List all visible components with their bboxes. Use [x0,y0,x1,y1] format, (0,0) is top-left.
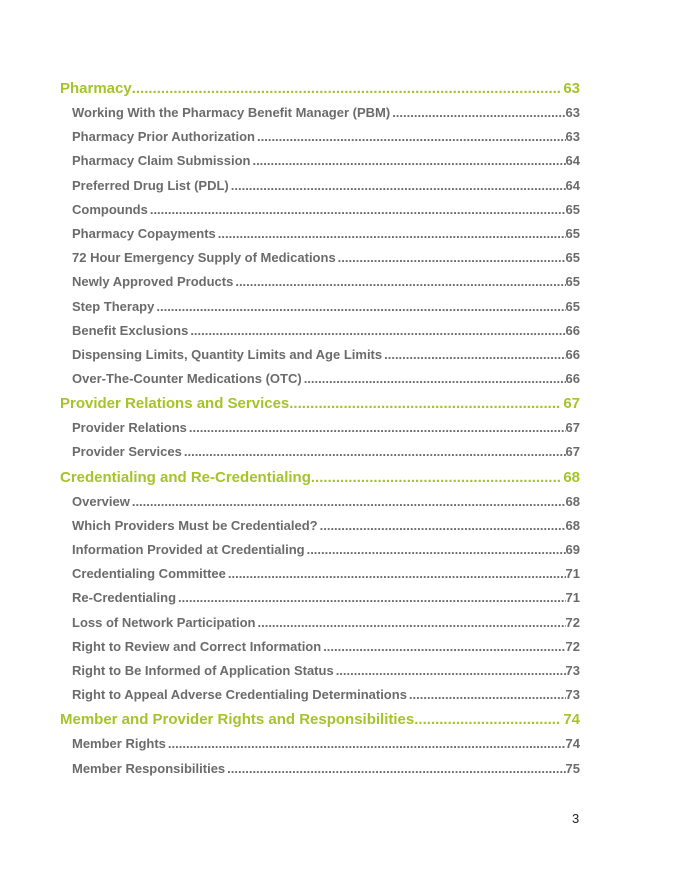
toc-entry-title: Re-Credentialing [72,590,177,606]
toc-subsection-entry[interactable] [60,440,580,464]
toc-entry-title: Compounds [72,201,148,217]
toc-subsection-entry[interactable] [60,125,580,149]
toc-dot-leader [227,757,565,781]
toc-dot-leader [392,101,565,125]
toc-dot-leader [178,586,566,610]
toc-entry-page: 65 [565,225,580,241]
toc-entry-page: 68 [563,468,580,486]
toc-section-entry[interactable] [60,708,580,732]
toc-dot-leader [218,222,566,246]
toc-subsection-entry[interactable] [60,343,580,367]
toc-entry-page: 73 [565,662,580,678]
toc-dot-leader [184,440,566,464]
toc-entry-title: Member Rights [72,736,166,752]
toc-dot-leader [252,149,565,173]
toc-subsection-entry[interactable] [60,174,580,198]
toc-dot-leader [231,174,566,198]
toc-entry-page: 64 [565,177,580,193]
toc-subsection-entry[interactable] [60,757,580,781]
toc-entry-title: Pharmacy Copayments [72,225,216,241]
toc-entry-page: 63 [565,129,580,145]
toc-entry-title: 72 Hour Emergency Supply of Medications [72,250,336,266]
toc-entry-page: 69 [565,542,580,557]
toc-entry-page: 66 [565,346,580,362]
toc-entry-page: 67 [565,420,580,436]
toc-subsection-entry[interactable] [60,319,580,343]
toc-subsection-entry[interactable] [60,295,580,319]
toc-subsection-entry[interactable] [60,101,580,125]
toc-entry-page: 67 [563,395,580,413]
toc-subsection-entry[interactable] [60,562,580,586]
toc-entry-title: Loss of Network Participation [72,614,256,630]
toc-section-entry[interactable] [60,392,580,416]
toc-subsection-entry[interactable] [60,586,580,610]
toc-subsection-entry[interactable] [60,222,580,246]
toc-entry-title: Right to Appeal Adverse Credentialing Determinations [72,687,407,703]
toc-dot-leader [190,319,565,343]
toc-subsection-entry[interactable] [60,659,580,683]
toc-entry-page: 63 [563,80,580,97]
toc-entry-title: Credentialing and Re-Credentialing [60,468,311,486]
toc-entry-title: Newly Approved Products [72,274,234,290]
toc-entry-page: 65 [565,250,580,266]
toc-entry-title: Overview [72,493,130,509]
toc-section-entry[interactable] [60,466,580,490]
table-of-contents [60,76,580,781]
toc-dot-leader [409,683,566,707]
toc-subsection-entry[interactable] [60,149,580,173]
toc-subsection-entry[interactable] [60,538,580,562]
toc-entry-title: Benefit Exclusions [72,322,189,338]
toc-dot-leader [311,466,560,490]
toc-subsection-entry[interactable] [60,367,580,391]
toc-dot-leader [414,708,560,732]
toc-dot-leader [257,611,565,635]
toc-entry-page: 73 [565,687,580,703]
toc-entry-title: Credentialing Committee [72,566,226,582]
toc-entry-page: 71 [565,566,580,582]
toc-entry-title: Step Therapy [72,298,155,314]
toc-dot-leader [384,343,565,367]
toc-dot-leader [168,732,566,756]
toc-entry-page: 64 [565,153,580,169]
toc-dot-leader [289,392,560,416]
toc-dot-leader [336,659,566,683]
toc-entry-title: Right to Review and Correct Information [72,638,322,654]
toc-subsection-entry[interactable] [60,611,580,635]
toc-entry-title: Member and Provider Rights and Responsibilities [60,711,415,729]
toc-entry-title: Pharmacy Prior Authorization [72,129,255,145]
toc-entry-page: 66 [565,322,580,338]
toc-subsection-entry[interactable] [60,198,580,222]
toc-entry-page: 68 [565,493,580,509]
toc-subsection-entry[interactable] [60,490,580,514]
toc-entry-page: 67 [565,444,580,460]
toc-entry-title: Preferred Drug List (PDL) [72,177,229,193]
toc-entry-page: 63 [565,105,580,120]
toc-dot-leader [156,295,565,319]
toc-subsection-entry[interactable] [60,270,580,294]
toc-subsection-entry[interactable] [60,732,580,756]
toc-dot-leader [228,562,566,586]
toc-entry-title: Provider Relations [72,420,187,436]
toc-entry-title: Provider Relations and Services [60,395,290,413]
toc-dot-leader [307,538,566,562]
toc-dot-leader [150,198,566,222]
toc-subsection-entry[interactable] [60,683,580,707]
toc-subsection-entry[interactable] [60,514,580,538]
toc-entry-title: Working With the Pharmacy Benefit Manager (PBM) [72,105,391,120]
toc-dot-leader [132,77,561,101]
toc-entry-page: 72 [565,638,580,654]
toc-dot-leader [257,125,566,149]
toc-entry-title: Right to Be Informed of Application Status [72,662,334,678]
page-number: 3 [572,811,580,826]
toc-subsection-entry[interactable] [60,635,580,659]
toc-entry-title: Provider Services [72,444,182,460]
toc-entry-title: Which Providers Must be Credentialed? [72,517,318,533]
toc-entry-page: 68 [565,517,580,533]
toc-entry-title: Information Provided at Credentialing [72,542,305,557]
toc-entry-page: 74 [565,736,580,752]
toc-section-entry[interactable] [60,77,580,101]
toc-dot-leader [304,367,566,391]
toc-entry-page: 65 [565,298,580,314]
toc-entry-page: 66 [565,371,580,387]
toc-entry-title: Pharmacy [60,80,132,97]
toc-subsection-entry[interactable] [60,246,580,270]
toc-dot-leader [189,416,566,440]
toc-dot-leader [235,270,565,294]
toc-dot-leader [338,246,566,270]
toc-dot-leader [320,514,566,538]
toc-entry-page: 65 [565,274,580,290]
toc-entry-page: 72 [565,614,580,630]
toc-dot-leader [323,635,565,659]
toc-dot-leader [132,490,566,514]
toc-entry-page: 75 [565,760,580,776]
toc-subsection-entry[interactable] [60,416,580,440]
toc-entry-title: Dispensing Limits, Quantity Limits and Age Limits [72,346,383,362]
toc-entry-title: Pharmacy Claim Submission [72,153,251,169]
toc-entry-title: Member Responsibilities [72,760,226,776]
toc-entry-title: Over-The-Counter Medications (OTC) [72,371,302,387]
toc-entry-page: 71 [565,590,580,606]
toc-entry-page: 65 [565,201,580,217]
toc-entry-page: 74 [563,711,580,729]
